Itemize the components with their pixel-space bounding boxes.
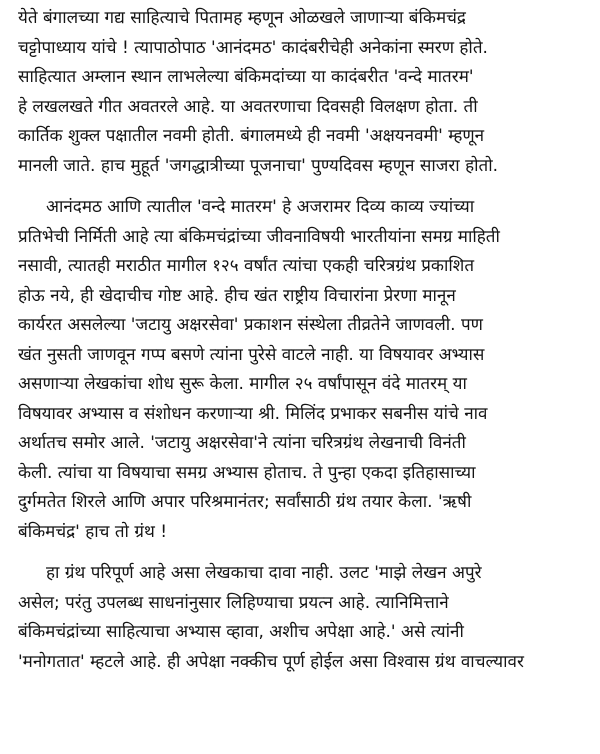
paragraph-gap xyxy=(18,181,586,193)
text-line: बंकिमचंद्र' हाच तो ग्रंथ ! xyxy=(18,521,168,542)
text-line: आनंदमठ आणि त्यातील 'वन्दे मातरम' हे अजरामर दिव्य काव्य ज्यांच्या xyxy=(46,197,475,217)
text-line: बंकिमचंद्रांच्या साहित्याचा अभ्यास व्हावा, अशीच अपेक्षा आहे.' असे त्यांनी xyxy=(18,622,464,642)
paragraph-3 xyxy=(18,559,586,677)
text-line: हे लखलखते गीत अवतरले आहे. या अवतरणाचा दिवसही विलक्षण होता. ती xyxy=(18,96,478,117)
text-line: कार्तिक शुक्ल पक्षातील नवमी होती. बंगालमध्ये ही नवमी 'अक्षयनवमी' म्हणून xyxy=(18,126,485,146)
text-line: चट्टोपाध्याय यांचे ! त्यापाठोपाठ 'आनंदमठ' कादंबरीचेही अनेकांना स्मरण होते. xyxy=(18,37,488,58)
text-line: साहित्यात अम्लान स्थान लाभलेल्या बंकिमदांच्या या कादंबरीत 'वन्दे मातरम' xyxy=(18,67,474,87)
text-line: हा ग्रंथ परिपूर्ण आहे असा लेखकाचा दावा नाही. उलट 'माझे लेखन अपुरे xyxy=(46,563,482,583)
text-line: केली. त्यांचा या विषयाचा समग्र अभ्यास होताच. ते पुन्हा एकदा इतिहासाच्या xyxy=(18,462,476,483)
paragraph-1 xyxy=(18,4,586,181)
text-line: मानली जाते. हाच मुहूर्त 'जगद्धात्रीच्या पूजनाचा' पुण्यदिवस म्हणून साजरा होतो. xyxy=(18,155,499,176)
text-line: असणाऱ्या लेखकांचा शोध सुरू केला. मागील २५ वर्षांपासून वंदे मातरम् या xyxy=(18,374,467,394)
text-line: प्रतिभेची निर्मिती आहे त्या बंकिमचंद्रांच्या जीवनाविषयी भारतीयांना समग्र माहिती xyxy=(18,226,500,247)
text-line: येते बंगालच्या गद्य साहित्याचे पितामह म्हणून ओळखले जाणाऱ्या बंकिमचंद्र xyxy=(18,8,466,28)
text-line: 'मनोगतात' म्हटले आहे. ही अपेक्षा नक्कीच पूर्ण होईल असा विश्वास ग्रंथ वाचल्यावर xyxy=(18,651,524,672)
text-line: होऊ नये, ही खेदाचीच गोष्ट आहे. हीच खंत राष्ट्रीय विचारांना प्रेरणा मानून xyxy=(18,285,456,306)
text-line: खंत नुसती जाणवून गप्प बसणे त्यांना पुरेसे वाटले नाही. या विषयावर अभ्यास xyxy=(18,344,485,365)
text-line: असेल; परंतु उपलब्ध साधनांनुसार लिहिण्याचा प्रयत्न आहे. त्यानिमित्ताने xyxy=(18,592,449,613)
paragraph-gap xyxy=(18,547,586,559)
text-line: दुर्गमतेत शिरले आणि अपार परिश्रमानंतर; सर्वांसाठी ग्रंथ तयार केला. 'ऋषी xyxy=(18,492,472,512)
text-line: नसावी, त्यातही मराठीत मागील १२५ वर्षांत त्यांचा एकही चरित्रग्रंथ प्रकाशित xyxy=(18,256,475,276)
paragraph-2 xyxy=(18,193,586,547)
text-line: कार्यरत असलेल्या 'जटायु अक्षरसेवा' प्रकाशन संस्थेला तीव्रतेने जाणवली. पण xyxy=(18,315,483,335)
text-line: अर्थातच समोर आले. 'जटायु अक्षरसेवा'ने त्यांना चरित्रग्रंथ लेखनाची विनंती xyxy=(18,433,466,453)
text-line: विषयावर अभ्यास व संशोधन करणाऱ्या श्री. मिलिंद प्रभाकर सबनीस यांचे नाव xyxy=(18,403,488,424)
